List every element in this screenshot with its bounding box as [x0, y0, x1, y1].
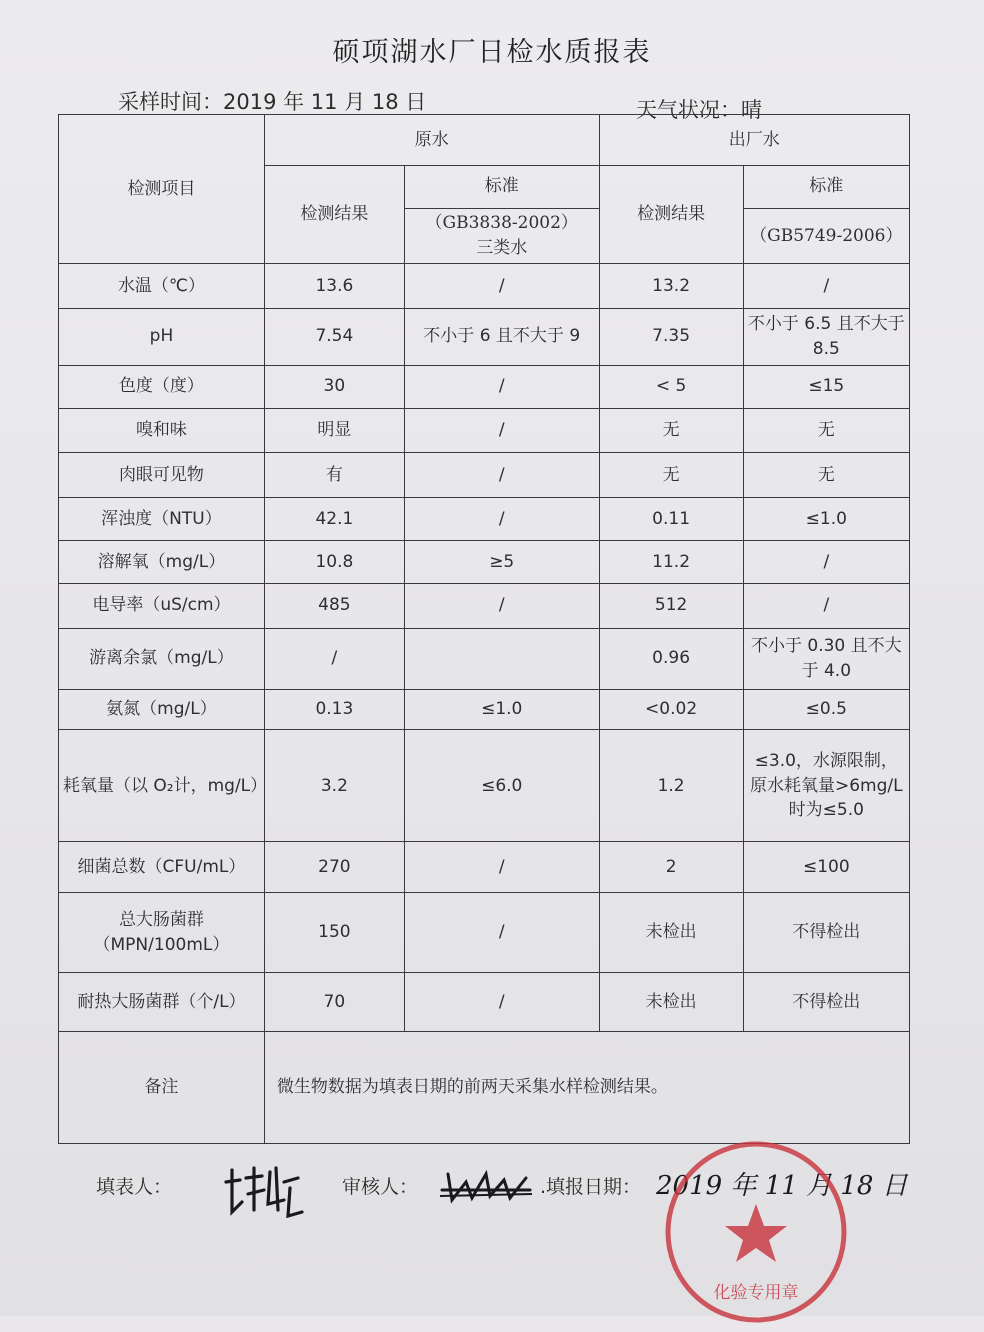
table-row [59, 583, 910, 628]
row-raw-standard: / [404, 453, 599, 498]
raw-standard-code [404, 208, 599, 263]
row-finished-result: <0.02 [599, 689, 743, 730]
row-raw-standard: / [404, 842, 599, 893]
table-row [59, 730, 910, 842]
row-finished-result: 无 [599, 453, 743, 498]
row-raw-standard: / [404, 972, 599, 1031]
row-raw-result: 30 [264, 365, 404, 408]
table-row [59, 498, 910, 541]
svg-text:2019 年 11 月 18 日: 2019 年 11 月 18 日 [656, 1171, 908, 1201]
report-date-label: .填报日期： [540, 1176, 642, 1198]
row-finished-result: 0.96 [599, 628, 743, 689]
row-item: 耐热大肠菌群（个/L） [59, 972, 265, 1031]
row-item: 肉眼可见物 [59, 453, 265, 498]
row-finished-standard: ≤15 [743, 365, 909, 408]
table-row [59, 628, 910, 689]
row-raw-result: 10.8 [264, 540, 404, 583]
sampling-time [118, 86, 426, 116]
row-raw-standard [404, 628, 599, 689]
table-row [59, 308, 910, 365]
row-item: 嗅和味 [59, 408, 265, 453]
row-raw-result: 42.1 [264, 498, 404, 541]
row-finished-standard: 不得检出 [743, 893, 909, 972]
filler-signature [218, 1160, 308, 1230]
reviewer-signature [432, 1160, 542, 1210]
row-finished-result: 2 [599, 842, 743, 893]
row-finished-result: 1.2 [599, 730, 743, 842]
row-raw-standard: ≤1.0 [404, 689, 599, 730]
row-item: 溶解氧（mg/L） [59, 540, 265, 583]
header-item: 检测项目 [59, 115, 265, 264]
row-raw-result: 485 [264, 583, 404, 628]
row-finished-standard: 不得检出 [743, 972, 909, 1031]
row-finished-result: 未检出 [599, 972, 743, 1031]
row-raw-result: 有 [264, 453, 404, 498]
row-finished-result: 无 [599, 408, 743, 453]
row-raw-result: 明显 [264, 408, 404, 453]
row-finished-standard: 无 [743, 408, 909, 453]
header-raw-standard: 标准 [404, 165, 599, 208]
header-finished-water: 出厂水 [599, 115, 909, 166]
row-finished-standard: 不小于 6.5 且不大于 8.5 [743, 308, 909, 365]
row-raw-standard: / [404, 263, 599, 308]
row-item: pH [59, 308, 265, 365]
table-row [59, 453, 910, 498]
sampling-time-value: 2019 年 11 月 18 日 [223, 90, 427, 114]
water-quality-table [58, 114, 910, 1144]
table-row [59, 365, 910, 408]
header-raw-water: 原水 [264, 115, 599, 166]
row-raw-standard: / [404, 498, 599, 541]
row-finished-standard: 无 [743, 453, 909, 498]
row-raw-standard: / [404, 365, 599, 408]
row-raw-result: 270 [264, 842, 404, 893]
row-finished-result: 未检出 [599, 893, 743, 972]
row-finished-standard: ≤3.0，水源限制，原水耗氧量>6mg/L 时为≤5.0 [743, 730, 909, 842]
row-item: 色度（度） [59, 365, 265, 408]
remarks-text: 微生物数据为填表日期的前两天采集水样检测结果。 [264, 1031, 909, 1143]
row-raw-result: 70 [264, 972, 404, 1031]
table-row [59, 972, 910, 1031]
svg-text:化验专用章: 化验专用章 [713, 1283, 799, 1303]
table-row [59, 263, 910, 308]
row-finished-standard: 不小于 0.30 且不大于 4.0 [743, 628, 909, 689]
row-raw-result: / [264, 628, 404, 689]
row-item: 电导率（uS/cm） [59, 583, 265, 628]
row-item: 细菌总数（CFU/mL） [59, 842, 265, 893]
weather-value: 晴 [741, 98, 762, 122]
row-finished-result: 11.2 [599, 540, 743, 583]
row-raw-standard: 不小于 6 且不大于 9 [404, 308, 599, 365]
row-raw-standard: / [404, 408, 599, 453]
row-raw-result: 7.54 [264, 308, 404, 365]
row-item: 耗氧量（以 O₂计，mg/L） [59, 730, 265, 842]
table-row [59, 689, 910, 730]
reviewer-label: 审核人： [342, 1176, 419, 1198]
table-row [59, 893, 910, 972]
row-finished-standard: ≤1.0 [743, 498, 909, 541]
row-finished-standard: ≤0.5 [743, 689, 909, 730]
finished-standard-code: （GB5749-2006） [743, 208, 909, 263]
filler-label: 填表人： [96, 1176, 173, 1198]
row-finished-result: 512 [599, 583, 743, 628]
row-raw-standard: / [404, 893, 599, 972]
row-raw-standard: / [404, 583, 599, 628]
row-finished-result: 7.35 [599, 308, 743, 365]
row-finished-standard: / [743, 540, 909, 583]
row-item: 游离余氯（mg/L） [59, 628, 265, 689]
remarks-label: 备注 [59, 1031, 265, 1143]
weather-label: 天气状况： [636, 98, 741, 122]
raw-standard-class: 三类水 [476, 237, 528, 258]
row-item: 总大肠菌群（MPN/100mL） [59, 893, 265, 972]
row-finished-result: < 5 [599, 365, 743, 408]
row-finished-standard: / [743, 583, 909, 628]
header-finished-standard: 标准 [743, 165, 909, 208]
report-title: 硕项湖水厂日检水质报表 [332, 37, 652, 68]
table-row [59, 540, 910, 583]
header-raw-result: 检测结果 [264, 165, 404, 263]
table-row [59, 842, 910, 893]
row-item: 浑浊度（NTU） [59, 498, 265, 541]
table-row [59, 408, 910, 453]
row-raw-result: 0.13 [264, 689, 404, 730]
sampling-time-label: 采样时间： [118, 90, 223, 114]
row-finished-standard: ≤100 [743, 842, 909, 893]
row-raw-result: 13.6 [264, 263, 404, 308]
header-finished-result: 检测结果 [599, 165, 743, 263]
row-raw-result: 150 [264, 893, 404, 972]
official-seal [656, 1132, 856, 1332]
row-finished-result: 0.11 [599, 498, 743, 541]
row-raw-standard: ≤6.0 [404, 730, 599, 842]
row-raw-standard: ≥5 [404, 540, 599, 583]
row-finished-result: 13.2 [599, 263, 743, 308]
row-item: 氨氮（mg/L） [59, 689, 265, 730]
row-raw-result: 3.2 [264, 730, 404, 842]
row-finished-standard: / [743, 263, 909, 308]
row-item: 水温（℃） [59, 263, 265, 308]
raw-standard-code-text: （GB3838-2002） [425, 213, 578, 234]
